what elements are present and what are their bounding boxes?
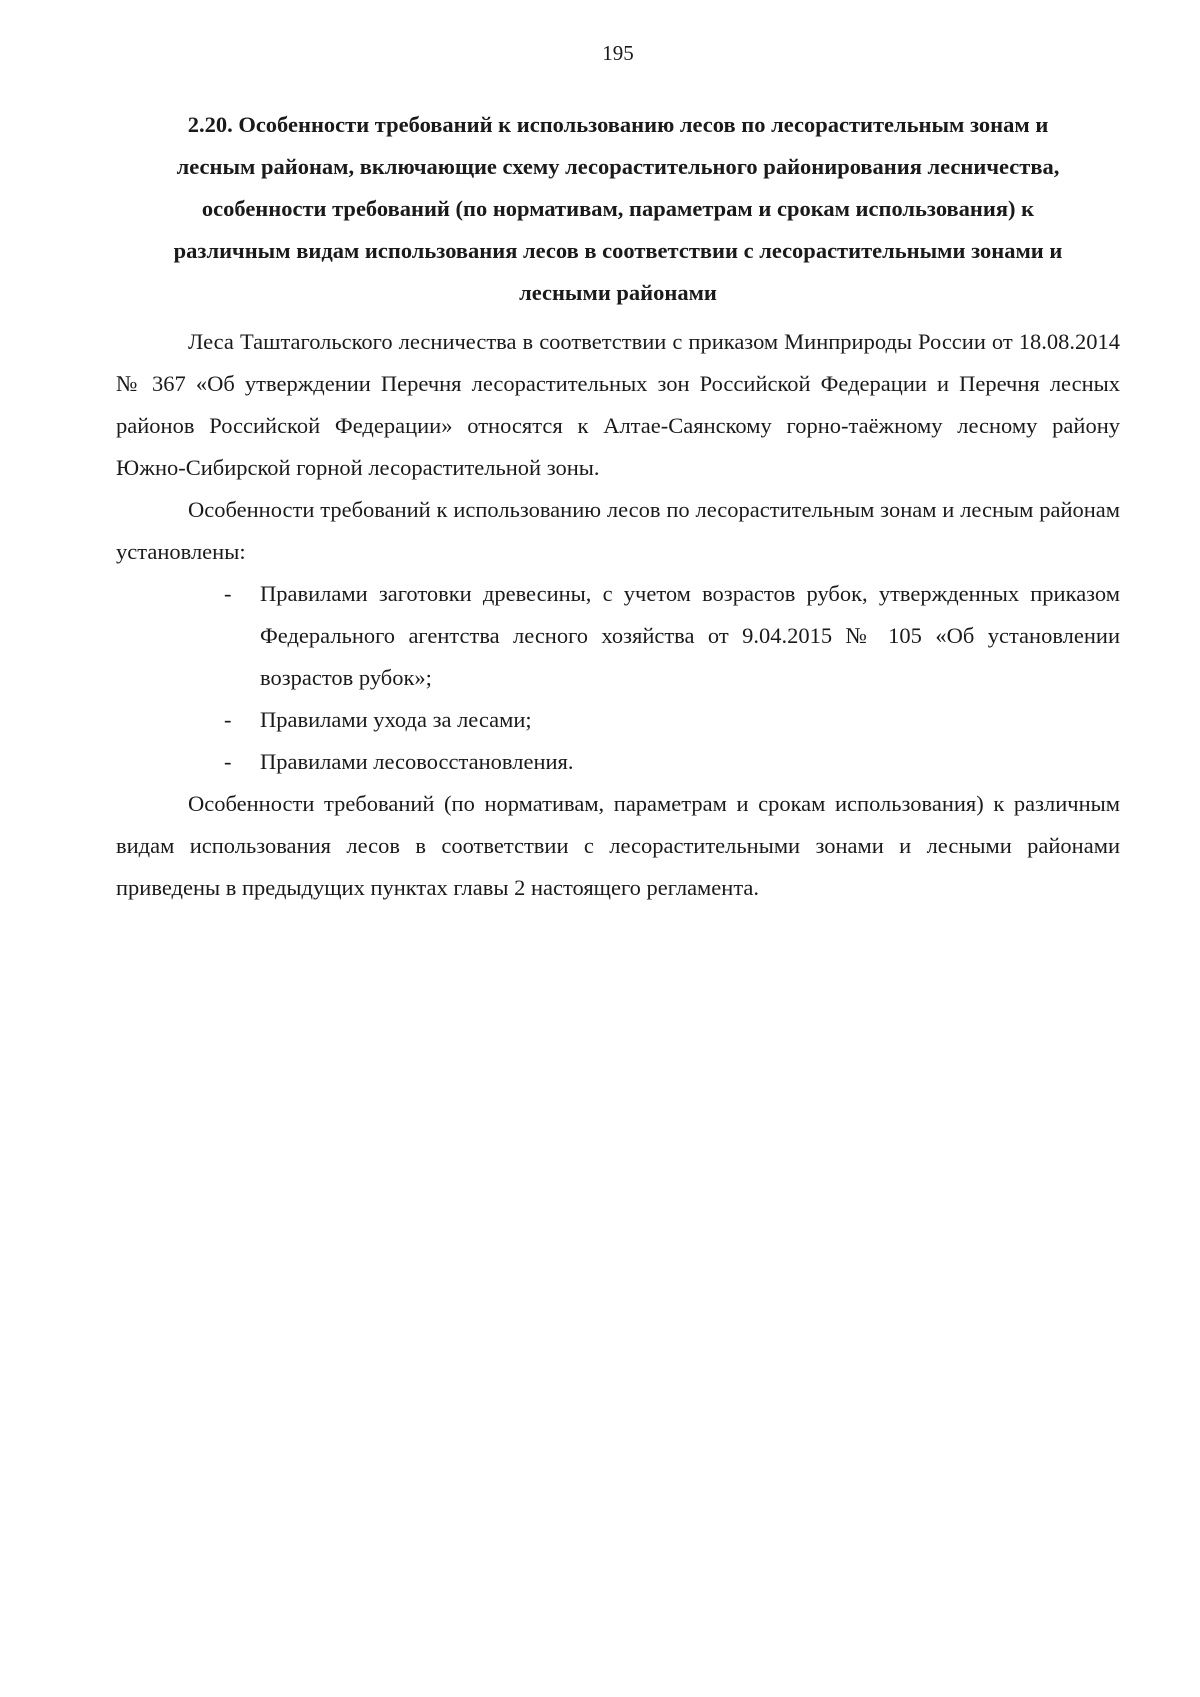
heading-line-5: лесными районами xyxy=(519,280,717,305)
paragraph-forest-zone: Леса Таштагольского лесничества в соответствии с приказом Минприроды России от 18.08.2014 № 367 «Об утверждении Перечня лесорастительных зон Российской Федерации и Перечня лесных районов Российской Федерации» относятся к Алтае-Саянскому горно-таёжному лесному району Южно-Сибирской горной лесорастительной зоны. xyxy=(116,329,1120,480)
list-item xyxy=(224,741,1120,783)
page-number: 195 xyxy=(602,41,634,65)
list-item-text: Правилами лесовосстановления. xyxy=(260,749,574,774)
list-item xyxy=(224,573,1120,699)
paragraph-requirements-intro: Особенности требований к использованию лесов по лесорастительным зонам и лесным районам установлены: xyxy=(116,497,1120,564)
list-item-text: Правилами заготовки древесины, с учетом возрастов рубок, утвержденных приказом Федерального агентства лесного хозяйства от 9.04.2015 № 105 «Об установлении возрастов рубок»; xyxy=(260,581,1120,690)
list-item xyxy=(224,699,1120,741)
rules-list xyxy=(116,573,1120,783)
page-content xyxy=(116,104,1120,909)
section-heading xyxy=(116,104,1120,314)
heading-line-3: особенности требований (по нормативам, параметрам и срокам использования) к xyxy=(201,196,1035,221)
dash-bullet: - xyxy=(224,581,232,606)
heading-line-4: различным видам использования лесов в соответствии с лесорастительными зонами и xyxy=(173,238,1063,263)
dash-bullet: - xyxy=(224,707,232,732)
dash-bullet: - xyxy=(224,749,232,774)
paragraph-conclusion: Особенности требований (по нормативам, параметрам и срокам использования) к различным видам использования лесов в соответствии с лесорастительными зонами и лесными районами приведены в предыдущих пунктах главы 2 настоящего регламента. xyxy=(116,791,1120,900)
list-item-text: Правилами ухода за лесами; xyxy=(260,707,532,732)
heading-line-1: 2.20. Особенности требований к использованию лесов по лесорастительным зонам и xyxy=(187,112,1049,137)
heading-line-2: лесным районам, включающие схему лесорастительного районирования лесничества, xyxy=(176,154,1060,179)
